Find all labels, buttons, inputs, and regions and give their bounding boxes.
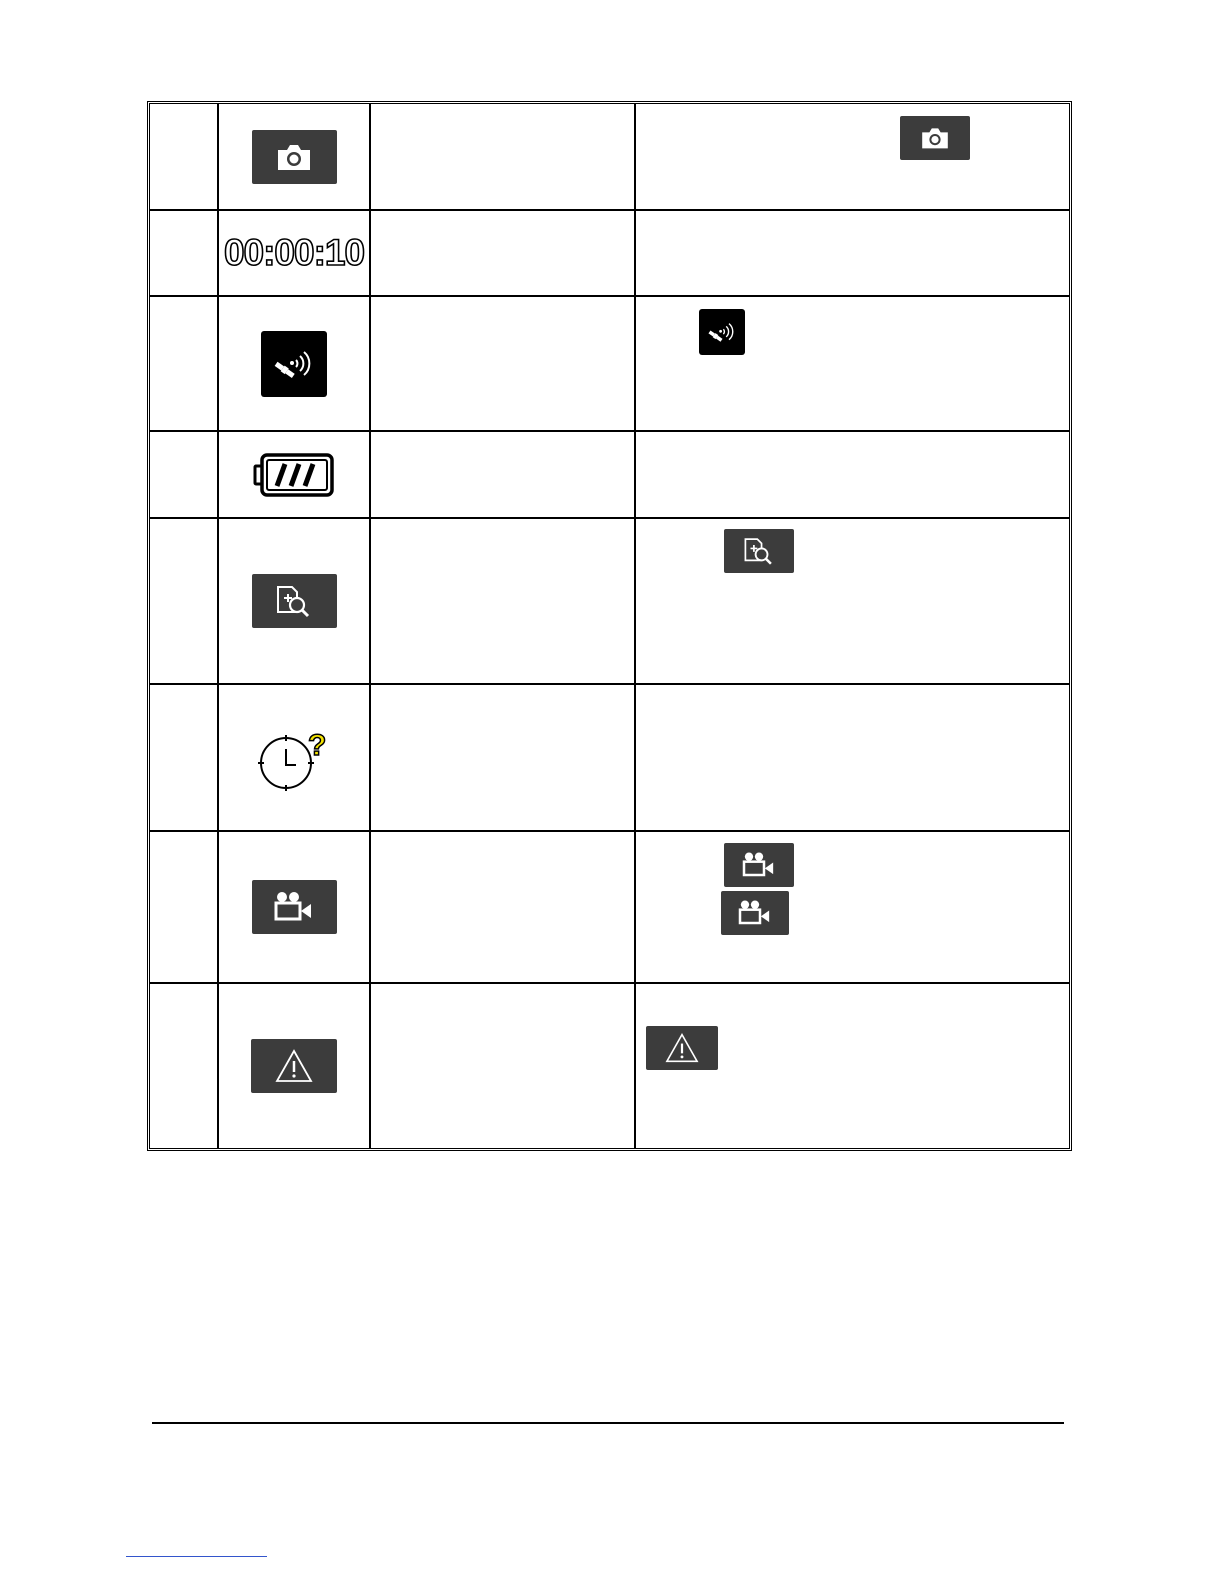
battery-icon (253, 452, 335, 498)
description-cell (636, 685, 1069, 830)
row-number-cell (150, 104, 219, 209)
row-number-cell (150, 984, 219, 1148)
description-cell (636, 519, 1069, 683)
table-row (150, 211, 1069, 297)
table-row (150, 984, 1069, 1148)
warning-icon (646, 1026, 718, 1070)
name-cell (371, 211, 636, 295)
table-row (150, 832, 1069, 984)
gps-satellite-icon (261, 331, 327, 397)
icon-cell (219, 519, 371, 683)
table-row (150, 519, 1069, 685)
description-cell (636, 104, 1069, 209)
name-cell (371, 432, 636, 517)
row-number-cell (150, 832, 219, 982)
row-number-cell (150, 211, 219, 295)
table-row (150, 432, 1069, 519)
icon-cell (219, 211, 371, 295)
footer-link-underline[interactable] (126, 1556, 267, 1557)
row-number-cell (150, 685, 219, 830)
video-camera-icon (721, 891, 789, 935)
svg-text:?: ? (308, 728, 327, 762)
row-number-cell (150, 297, 219, 430)
description-cell (636, 297, 1069, 430)
description-cell (636, 832, 1069, 982)
name-cell (371, 297, 636, 430)
clock-question-icon (256, 725, 332, 791)
icon-cell (219, 832, 371, 982)
icon-cell (219, 297, 371, 430)
icon-cell (219, 685, 371, 830)
icon-cell (219, 104, 371, 209)
name-cell (371, 685, 636, 830)
gps-satellite-icon (699, 309, 745, 355)
file-search-icon (252, 574, 337, 628)
icon-cell (219, 984, 371, 1148)
description-cell (636, 432, 1069, 517)
recording-timer: 00:00:10 (223, 232, 365, 273)
file-search-icon (724, 529, 794, 573)
row-number-cell (150, 432, 219, 517)
camera-icon (252, 130, 337, 184)
name-cell (371, 104, 636, 209)
video-camera-icon (724, 843, 794, 887)
warning-icon (251, 1039, 337, 1093)
description-cell (636, 211, 1069, 295)
name-cell (371, 519, 636, 683)
table-row (150, 297, 1069, 432)
icon-table (147, 101, 1072, 1151)
table-row (150, 104, 1069, 211)
footer-rule (152, 1422, 1064, 1424)
table-row (150, 685, 1069, 832)
row-number-cell (150, 519, 219, 683)
video-camera-icon (252, 880, 337, 934)
camera-icon (900, 116, 970, 160)
name-cell (371, 984, 636, 1148)
name-cell (371, 832, 636, 982)
icon-cell (219, 432, 371, 517)
description-cell (636, 984, 1069, 1148)
